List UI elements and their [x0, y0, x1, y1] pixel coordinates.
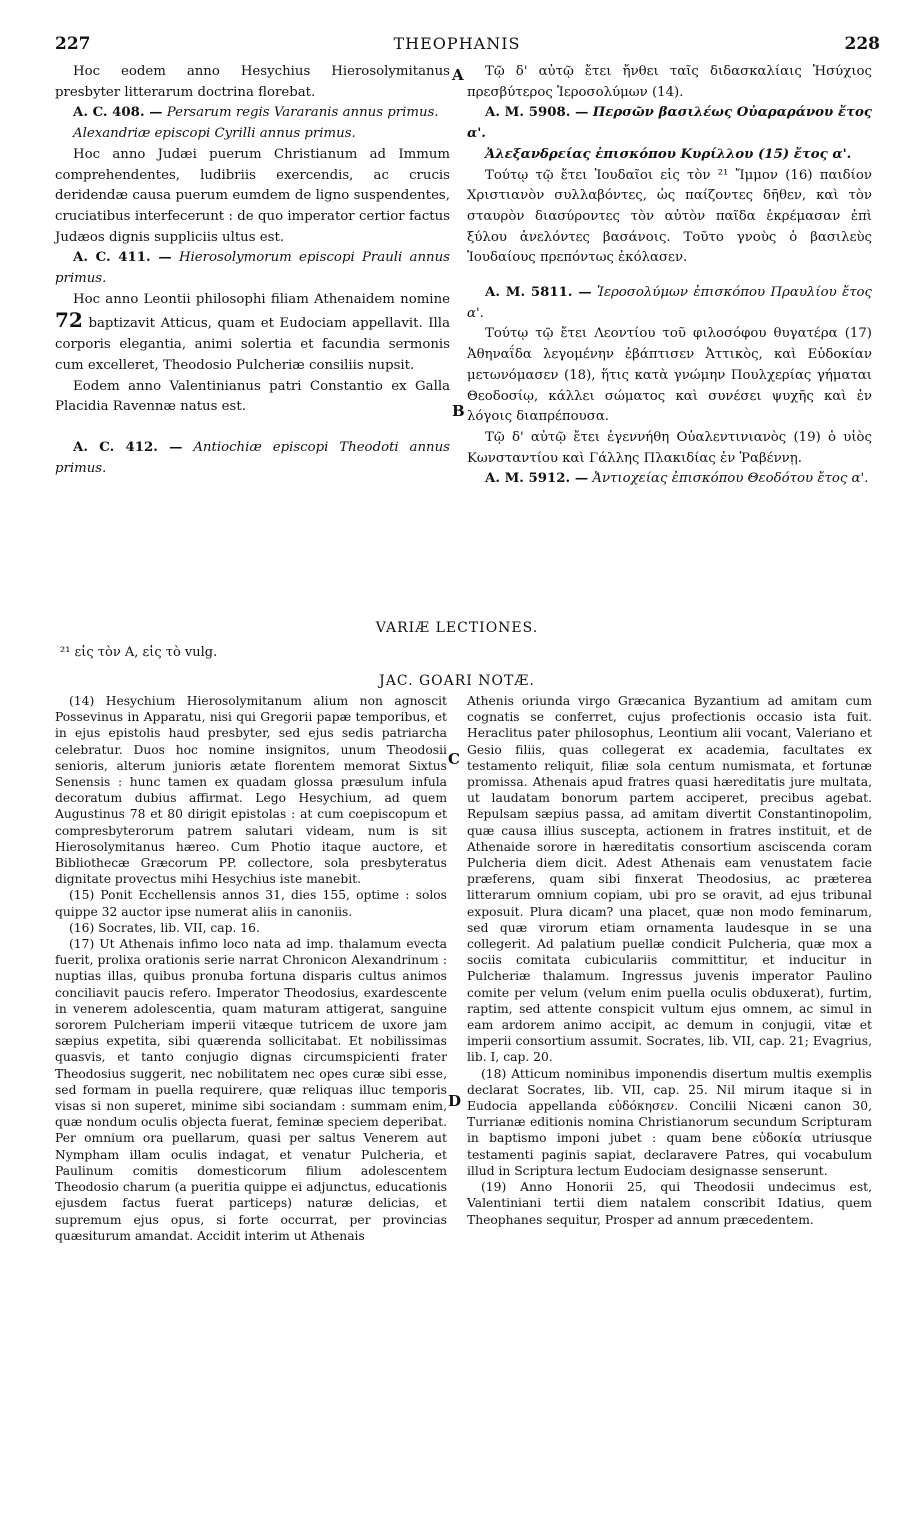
page-number-right: 228 [844, 34, 880, 54]
paragraph-end: baptizavit Atticus, quam et Eudociam appellavit. Illa corporis elegantia, animi solertia et facundia sermonis cum excelleret, Theodosio Pulcheriæ consiliis nupsit. [55, 316, 450, 373]
year-label: A. M. 5811. — [485, 285, 592, 301]
note-14: (14) Hesychium Hierosolymitanum alium non agnoscit Possevinus in Apparatu, nisi qui Gregorii papæ temporibus, et in ejus epistolis haud presbyter, sed ejus sedis patriarcha celebratur. Duos hoc nomine insignitos, unum Theodosii senioris, alterum junioris ætate florentem memorat Sixtus Senensis : hunc tamen ex quadam glossa præsulum infula decoratum dubius affirmat. Lego Hesychium, ad quem Augustinus 78 et 80 dirigit epistolas : at cum coepiscopum et compresbyterorum patrem salutari videam, num is sit Hierosolymitanus hæreo. Cum Photio itaque auctore, et Bibliothecæ Græcorum PP. collectore, sola presbyteratus dignitate provectus mihi Hesychius iste manebit. [55, 694, 447, 887]
note-18: (18) Atticum nominibus imponendis disertum multis exemplis declarat Socrates, lib. VII, cap. 25. Nil mirum itaque si in Eudocia appellanda εὐδόκησεν. Concilii Nicæni canon 30, Turrianæ editionis nomina Christianorum secundum Scripturam in baptismo imponi jubet : quam bene εὐδοκία utriusque testamenti paginis sapiat, declaravere Patres, qui vocabulum illud in Scriptura lectum Eudociam designasse senserunt. [467, 1066, 872, 1178]
greek-paragraph: Τούτῳ τῷ ἔτει Ἰουδαῖοι εἰς τὸν ²¹ Ἴμμον (16) παιδίον Χριστιανὸν συλλαβόντες, ὡς παίζοντες δῆθεν, καὶ τὸν σταυρὸν διασύροντες τὸν αὐτὸν παῖδα ἐκρέμασαν ἐπὶ ξύλου ἀνελόντες βασάνοις. Τοῦτο γνοὺς ὁ βασιλεὺς Ἰουδαίους πρεπόντως ἐκόλασεν. [467, 167, 872, 266]
notes-title: JAC. GOARI NOTÆ. [379, 673, 535, 689]
margin-letter-c: C [448, 750, 460, 768]
year-text: Περσῶν βασιλέως Οὐαραράνου ἔτος α'. [467, 105, 872, 142]
latin-paragraph [55, 290, 450, 377]
greek-year-subheading: Ἀλεξανδρείας ἐπισκόπου Κυρίλλου (15) ἔτος α'. [485, 146, 852, 162]
latin-year-subheading: Alexandriæ episcopi Cyrilli annus primus. [73, 126, 356, 142]
latin-column [55, 62, 450, 479]
greek-paragraph: Τῷ δ' αὐτῷ ἔτει ἤνθει ταῖς διδασκαλίαις Ἡσύχιος πρεσβύτερος Ἱεροσολύμων (14). [467, 64, 872, 100]
variant-footnote: ²¹ εἰς τὸν A, εἰς τὸ vulg. [60, 645, 218, 660]
notes-left-column [55, 693, 447, 1244]
latin-year-heading [55, 103, 450, 124]
year-text: Persarum regis Vararanis annus primus. [166, 105, 439, 121]
note-16: (16) Socrates, lib. VII, cap. 16. [69, 920, 260, 935]
greek-year-heading [467, 283, 872, 324]
year-label: A. C. 408. — [73, 105, 163, 121]
margin-letter-a: A [452, 66, 464, 84]
page-header [0, 34, 914, 58]
year-label: A. C. 411. — [73, 250, 172, 266]
greek-paragraph: Τούτῳ τῷ ἔτει Λεοντίου τοῦ φιλοσόφου θυγατέρα (17) Ἀθηναΐδα λεγομένην ἐβάπτισεν Ἀττικὸς, καὶ Εὐδοκίαν μετωνόμασεν (18), ἥτις κατὰ γνώμην Πουλχερίας γήμαται Θεοδοσίῳ, κάλλει σώματος καὶ συνέσει ψυχῆς καὶ ἐν λόγοις διαπρέπουσα. [467, 326, 872, 425]
running-title: THEOPHANIS [393, 34, 521, 53]
year-text: Hierosolymorum episcopi Prauli annus primus. [55, 250, 450, 287]
paragraph-start: Hoc anno Leontii philosophi filiam Athenaidem nomine [73, 291, 450, 307]
page-number-left: 227 [55, 34, 91, 54]
spacer [55, 418, 450, 438]
greek-paragraph: Τῷ δ' αὐτῷ ἔτει ἐγεννήθη Οὐαλεντινιανὸς (19) ὁ υἱὸς Κωνσταντίου καὶ Γάλλης Πλακιδίας ἐν Ῥαβέννῃ. [467, 429, 872, 466]
year-text: Ἀντιοχείας ἐπισκόπου Θεοδότου ἔτος α'. [592, 471, 869, 487]
column-number: 72 [55, 308, 83, 333]
year-text: Antiochiæ episcopi Theodoti annus primus. [55, 439, 450, 476]
greek-column [467, 62, 872, 490]
variae-lectiones-title: VARIÆ LECTIONES. [375, 620, 539, 636]
margin-letter-b: B [452, 402, 465, 420]
greek-year-heading [467, 103, 872, 144]
greek-year-heading [467, 469, 872, 490]
year-label: A. M. 5908. — [485, 105, 589, 121]
margin-letter-d: D [448, 1092, 462, 1110]
note-15: (15) Ponit Ecchellensis annos 31, dies 155, optime : solos quippe 32 auctor ipse numerat aliis in canoniis. [55, 888, 447, 919]
latin-paragraph: Eodem anno Valentinianus patri Constantio ex Galla Placidia Ravennæ natus est. [55, 378, 450, 415]
latin-paragraph: Hoc anno Judæi puerum Christianum ad Immum comprehendentes, ludibriis exercendis, ac crucis deridendæ causa puerum eumdem de ligno suspendentes, cruciatibus interfecerunt : de quo imperator certior factus Judæos dignis suppliciis ultus est. [55, 146, 450, 245]
latin-year-heading [55, 248, 450, 289]
latin-paragraph: Hoc eodem anno Hesychius Hierosolymitanus presbyter litterarum doctrina florebat. [55, 64, 450, 100]
spacer [467, 269, 872, 283]
note-17-continued: Athenis oriunda virgo Græcanica Byzantium ad amitam cum cognatis se conferret, cujus profectionis occasio ista fuit. Heraclitus pater philosophus, Leontium alii vocant, Valeriano et Gesio filiis, quas collegerat ex academia, facultates ex testamento reliquit, filiæ sola centum numismata, et fortunæ promissa. Athenais apud fratres quasi hæreditatis jure multata, ut laudatam bonorum partem acciperet, precibus agebat. Repulsam sæpius passa, ad amitam divertit Constantinopolim, quæ causa illius suscepta, actionem in fratres instituit, et de Athenaide sorore in hæreditatis consortium asciscenda coram Pulcheria diem dicit. Adest Athenais eam venustatem facie præferens, quam sibi finxerat Theodosius, ac præterea litterarum omnium copiam, ubi pro se oravit, ad ejus tribunal exposuit. Plura dicam? una placet, quæ non modo feminarum, sed quæ virorum etiam ornamenta laudesque in se una collegerit. Ad palatium puellæ condicit Pulcheria, quæ mox a sociis comitata cubiculariis committitur, et inducitur in Pulcheriæ thalamum. Ingressus juvenis imperator Paulino comite per velum (velum enim puella oculis obduxerat), furtim, raptim, sed attente conspicit vultum ejus omnem, ac simul in eam ardorem animo accipit, ac demum in conjugii, vitæ et imperii consortium assumit. Socrates, lib. VII, cap. 21; Evagrius, lib. I, cap. 20. [467, 694, 872, 1065]
year-label: A. C. 412. — [73, 439, 183, 455]
year-text: Ἱεροσολύμων ἐπισκόπου Πραυλίου ἔτος α'. [467, 285, 873, 321]
note-19: (19) Anno Honorii 25, qui Theodosii undecimus est, Valentiniani tertii diem natalem conscribit Idatius, quem Theophanes sequitur, Prosper ad annum præcedentem. [467, 1180, 872, 1227]
notes-right-column [467, 693, 872, 1228]
year-label: A. M. 5912. — [485, 471, 589, 487]
note-17: (17) Ut Athenais infimo loco nata ad imp. thalamum evecta fuerit, prolixa orationis serie narrat Chronicon Alexandrinum : nuptias illas, quibus pronuba fortuna disparis cultus animos conciliavit paucis refero. Imperator Theodosius, exardescente in venerem adolescentia, quam maturam attigerat, sanguine sororem Pulcheriam imperii vitæque tutricem de uxore jam sæpius expetita, sibi quærenda sollicitabat. Et nobilissimas quasvis, et tanto conjugio dignas circumspicienti frater Theodosius suggerit, nec nobilitatem nec opes curæ sibi esse, sed formam in puella requirere, quæ reliquas illuc temporis visas si non superet, minime sibi sociandam : summam enim, quæ nondum oculis objecta fuerat, feminæ speciem deperibat. Per omnium ora puellarum, quasi per saltus Venerem aut Nympham illam oculis indagat, et venatur Pulcheria, et Paulinum comitis domesticorum filium adolescentem Theodosio charum (a pueritia quippe ei adjunctus, educationis ejusdem factus fuerat particeps) naturæ delicias, et supremum ejus opus, si forte occurrat, per provincias quæsiturum amandat. Accidit interim ut Athenais [55, 937, 447, 1243]
latin-year-heading [55, 438, 450, 479]
